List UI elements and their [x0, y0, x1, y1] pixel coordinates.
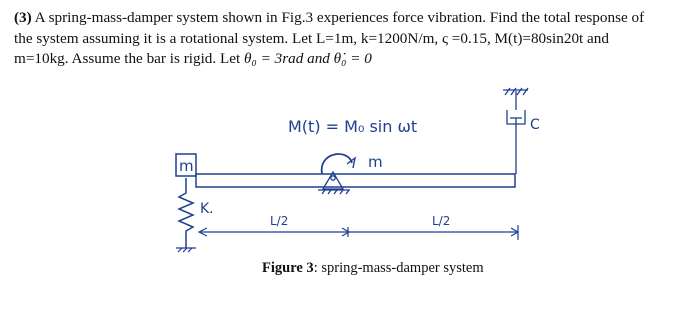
damper [503, 88, 528, 174]
pivot-support [318, 172, 350, 194]
moment-label: M(t) = M₀ sin ωt [288, 117, 418, 136]
rigid-bar [196, 174, 515, 187]
spring-label: K. [200, 201, 214, 217]
pivot-mass-label: m [368, 153, 383, 171]
problem-line-2: the system assuming it is a rotational system. Let L=1m, k=1200N/m, ς =0.15, M(t)=80sin20t and [14, 29, 609, 47]
left-ground-hatch [176, 248, 196, 252]
problem-line-1-text: A spring-mass-damper system shown in Fig.3 experiences force vibration. Find the total response of [31, 9, 645, 26]
dimension-lines [199, 225, 518, 240]
problem-line-3-text: m=10kg. Assume the bar is rigid. Let [14, 50, 245, 67]
problem-number: (3) [14, 9, 32, 26]
spring [179, 178, 193, 248]
left-mass-label: m [179, 157, 194, 175]
initial-conditions: θ₀ = 3rad and θ̇₀ = 0 [244, 50, 372, 67]
figure-caption-label: Figure 3 [262, 260, 314, 276]
damper-label: C [530, 117, 540, 133]
dimension-right-label: L/2 [432, 214, 451, 228]
dimension-left-label: L/2 [270, 214, 289, 228]
figure-caption [262, 260, 484, 277]
figure-caption-text: : spring-mass-damper system [313, 260, 484, 276]
